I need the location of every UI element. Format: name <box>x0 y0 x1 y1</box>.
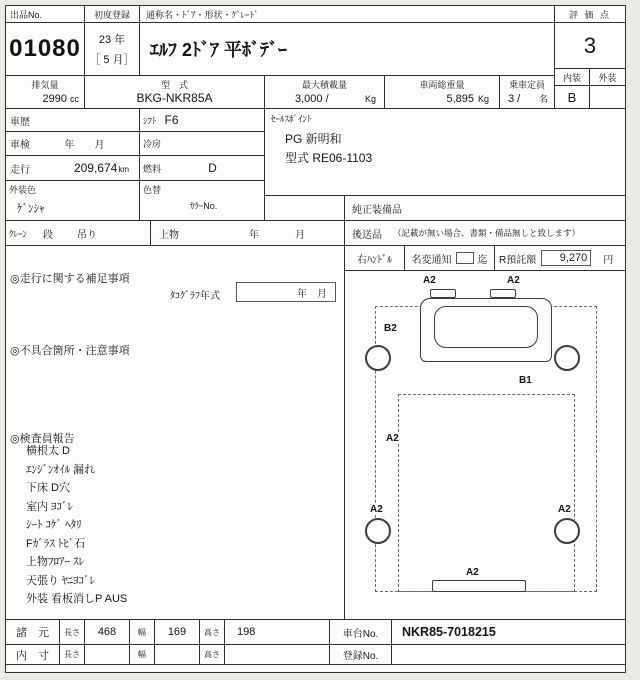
inspector-report-item: 上物ﾌﾛｱｰ ｽﾚ <box>26 556 85 568</box>
first-reg-header <box>85 6 140 23</box>
body-cell <box>151 221 345 246</box>
auction-sheet <box>5 5 626 673</box>
ac-cell <box>140 132 265 156</box>
model-label: 型 式 <box>160 80 188 90</box>
height-value: 198 <box>237 626 256 638</box>
mileage-note-section-title: ◎走行に関する補足事項 <box>10 273 130 285</box>
crane-hang-label: 吊り <box>77 229 98 241</box>
displacement-value: 2990 <box>42 93 67 105</box>
shift-cell <box>140 109 265 132</box>
body-label: 上物 <box>159 229 179 241</box>
vehicle-name-cell <box>140 23 555 76</box>
deposit-cell <box>495 246 625 271</box>
exhibit-no-value: 01080 <box>9 35 81 62</box>
sales-point-line2: 型式 RE06-1103 <box>285 151 373 165</box>
score-label: 評 価 点 <box>568 9 611 20</box>
shift-label: ｼﾌﾄ <box>143 115 157 126</box>
history-cell <box>6 109 140 132</box>
interior-header <box>555 69 590 86</box>
exhibit-no-cell <box>6 23 85 76</box>
deposit-unit: 円 <box>603 254 614 266</box>
exterior-label: 外装 <box>598 72 617 83</box>
damage-mark: A2 <box>386 433 399 444</box>
crane-step-label: 段 <box>43 229 54 241</box>
damage-mark: A2 <box>558 504 571 515</box>
capacity-cell <box>500 76 555 109</box>
front-left-wheel <box>365 345 391 371</box>
inner-width-label: 幅 <box>138 650 146 659</box>
ext-color-value: ｹﾞﾝｼｬ <box>17 203 45 215</box>
notes-area <box>6 246 345 620</box>
cargo-bed-outline <box>398 394 575 592</box>
length-label: 長さ <box>64 627 80 637</box>
first-reg-label: 初度登録 <box>93 9 130 20</box>
max-load-label: 最大積載量 <box>301 80 347 90</box>
interior-grade-value: B <box>567 89 577 105</box>
name-change-suffix: 迄 <box>477 254 488 266</box>
gvw-unit: Kg <box>477 94 489 104</box>
genuine-equipment-cell <box>345 196 625 221</box>
max-load-unit: Kg <box>364 94 376 104</box>
handle-position-cell <box>345 246 405 271</box>
gvw-label: 車両総重量 <box>419 80 465 90</box>
exterior-header <box>590 69 625 86</box>
defect-section-title: ◎不具合箇所・注意事項 <box>10 345 130 357</box>
later-items-cell <box>345 221 625 246</box>
displacement-label: 排気量 <box>31 80 59 90</box>
mileage-value: 209,674 <box>73 161 118 175</box>
front-right-wheel <box>554 345 580 371</box>
later-items-label: 後送品 <box>352 229 382 241</box>
inner-dims-label: 内 寸 <box>16 649 49 662</box>
inspector-report-item: 横根太 D <box>26 445 70 457</box>
first-reg-month: ［ 5 月］ <box>89 54 135 66</box>
height-label-cell <box>200 620 225 645</box>
rear-bumper <box>432 580 526 592</box>
inspector-report-list <box>26 442 127 609</box>
handle-position-label: 右ﾊﾝﾄﾞﾙ <box>357 254 392 266</box>
history-label: 車歴 <box>10 116 30 128</box>
first-reg-year: 23 年 <box>98 34 126 46</box>
sales-point-cell <box>265 109 625 196</box>
inspector-report-item: ｴﾝｼﾞﾝｵｲﾙ 漏れ <box>26 463 96 476</box>
name-change-label: 名変通知 <box>411 254 452 266</box>
width-value-cell <box>155 620 200 645</box>
reg-label-cell <box>330 645 392 665</box>
rear-left-wheel <box>365 518 391 544</box>
tachograph-box: 年 月 <box>236 282 336 302</box>
fuel-value: D <box>208 161 217 175</box>
height-value-cell <box>225 620 330 645</box>
windshield-outline <box>434 306 538 348</box>
crane-cell <box>6 221 151 246</box>
mileage-label: 走行 <box>10 164 30 176</box>
chassis-label-cell <box>330 620 392 645</box>
chassis-no-value: NKR85-7018215 <box>402 625 496 639</box>
inner-length-label-cell <box>60 645 85 665</box>
dims-label: 諸 元 <box>16 627 49 639</box>
color-change-label: 色替 <box>143 185 162 195</box>
inspector-report-item: 外装 看板消しP AUS <box>26 593 128 605</box>
inner-length-label: 長さ <box>64 650 80 659</box>
width-label-cell <box>130 620 155 645</box>
chassis-value-cell <box>392 620 625 645</box>
displacement-cell <box>6 76 85 109</box>
interior-label: 内装 <box>562 72 581 83</box>
exhibit-no-header <box>6 6 85 23</box>
deposit-value: 9,270 <box>541 250 591 266</box>
length-value-cell <box>85 620 130 645</box>
capacity-unit: 名 <box>538 94 548 104</box>
shift-value: F6 <box>164 113 179 127</box>
damage-mark: A2 <box>370 504 383 515</box>
damage-mark: B1 <box>519 375 532 386</box>
damage-mark: A2 <box>507 275 520 286</box>
vehicle-diagram <box>345 271 625 620</box>
ac-label: 冷房 <box>143 139 162 149</box>
gvw-value: 5,895 <box>446 93 474 105</box>
genuine-equipment-label: 純正装備品 <box>352 204 402 216</box>
sales-point-label: ｾｰﾙｽﾎﾟｲﾝﾄ <box>271 114 312 124</box>
score-cell <box>555 23 625 69</box>
capacity-value: 3 / <box>508 93 521 105</box>
exterior-grade-cell <box>590 86 625 109</box>
inspector-report-item: Fｶﾞﾗｽ ﾄﾋﾞ石 <box>26 537 86 550</box>
score-header <box>555 6 625 23</box>
ext-color-label: 外装色 <box>9 185 37 195</box>
vehicle-name-header <box>140 6 555 23</box>
inspector-report-item: ｼｰﾄ ｺｹﾞ ﾍﾀﾘ <box>26 519 82 531</box>
spacer-cell <box>265 196 345 221</box>
inspection-label: 車検 <box>10 140 30 151</box>
gvw-cell <box>385 76 500 109</box>
inspection-cell <box>6 132 140 156</box>
max-load-cell <box>265 76 385 109</box>
inspection-value: 年 月 <box>64 140 105 151</box>
vehicle-name-label: 通称名・ﾄﾞｱ・形状・ｸﾞﾚｰﾄﾞ <box>146 9 259 20</box>
mileage-unit: km <box>118 165 129 174</box>
damage-mark: A2 <box>423 275 436 286</box>
dims-row-header <box>6 620 60 645</box>
displacement-unit: cc <box>70 94 79 104</box>
damage-mark: A2 <box>466 567 479 578</box>
bottom-strip <box>6 665 625 672</box>
later-items-note: （記載が無い場合、書類・備品無しと致します） <box>393 228 581 238</box>
inner-height-label-cell <box>200 645 225 665</box>
first-reg-cell <box>85 23 140 76</box>
vehicle-name-value: ｴﾙﾌ 2ﾄﾞｱ 平ﾎﾞﾃﾞｰ <box>150 40 288 60</box>
inner-height-value-cell <box>225 645 330 665</box>
sales-point-line1: PG 新明和 <box>285 132 342 146</box>
front-right-marker <box>490 289 516 298</box>
ext-color-cell <box>6 181 140 221</box>
length-value: 468 <box>97 626 117 638</box>
width-label: 幅 <box>138 627 146 637</box>
inspector-report-item: 下床 D穴 <box>26 482 70 494</box>
inspector-report-item: 室内 ﾖｺﾞﾚ <box>26 500 74 513</box>
inner-width-value-cell <box>155 645 200 665</box>
fuel-label: 燃料 <box>143 163 162 174</box>
color-change-cell <box>140 181 265 221</box>
model-cell <box>85 76 265 109</box>
tachograph-label: ﾀｺｸﾞﾗﾌ年式 <box>170 291 220 302</box>
damage-mark: B2 <box>384 323 397 334</box>
inner-row-header <box>6 645 60 665</box>
inner-length-value-cell <box>85 645 130 665</box>
interior-grade-cell <box>555 86 590 109</box>
chassis-label: 車台No. <box>342 628 379 640</box>
width-value: 169 <box>167 626 187 638</box>
name-change-cell <box>405 246 495 271</box>
name-change-box <box>456 252 474 264</box>
max-load-value: 3,000 / <box>295 93 329 105</box>
crane-label: ｸﾚｰﾝ <box>9 228 28 239</box>
reg-no-label: 登録No. <box>342 651 379 662</box>
deposit-label: R預託額 <box>499 254 537 266</box>
height-label: 高さ <box>204 627 220 637</box>
fuel-cell <box>140 156 265 181</box>
rear-right-wheel <box>554 518 580 544</box>
inner-width-label-cell <box>130 645 155 665</box>
model-value: BKG-NKR85A <box>136 91 213 105</box>
inspector-section-title: ◎検査員報告 <box>10 433 75 445</box>
score-value: 3 <box>583 32 597 58</box>
reg-value-cell <box>392 645 625 665</box>
front-left-marker <box>430 289 456 298</box>
inner-height-label: 高さ <box>204 650 220 659</box>
color-no-label: ｶﾗｰNo. <box>189 201 218 211</box>
body-month-label: 月 <box>295 229 305 241</box>
body-year-label: 年 <box>249 229 259 241</box>
exhibit-no-label: 出品No. <box>10 9 43 20</box>
mileage-cell <box>6 156 140 181</box>
capacity-label: 乗車定員 <box>508 80 545 90</box>
inspector-report-item: 天張り ﾔﾆﾖｺﾞﾚ <box>26 574 96 587</box>
length-label-cell <box>60 620 85 645</box>
